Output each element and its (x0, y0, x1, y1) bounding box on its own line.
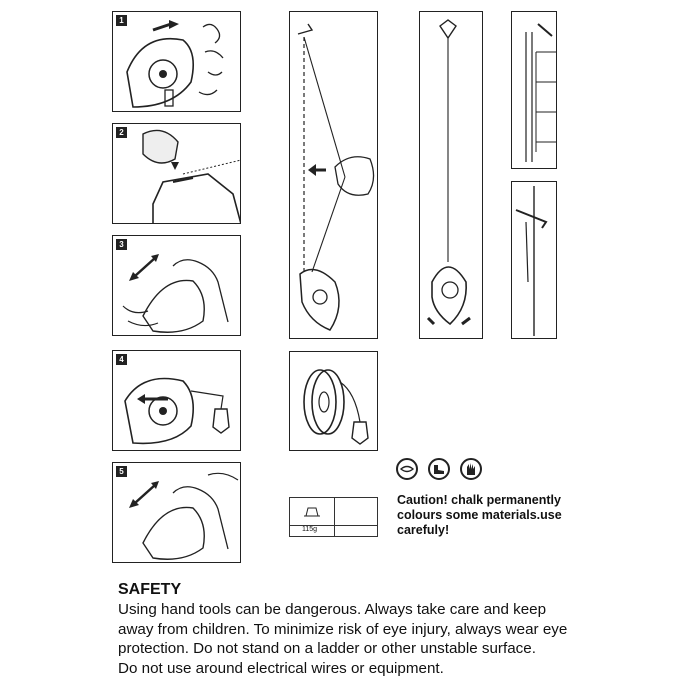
safety-boot-icon (428, 458, 450, 480)
step-2-number: 2 (116, 127, 127, 138)
chalk-line-illustration (290, 12, 378, 339)
step-5-number: 5 (116, 466, 127, 477)
step-4-panel (112, 350, 241, 451)
step-2-panel (112, 123, 241, 224)
step-5-panel (112, 462, 241, 563)
step-4-number: 4 (116, 354, 127, 365)
hook-wall-illustration (512, 12, 557, 169)
hook-detail-panel (511, 181, 557, 339)
eye-protection-icon (396, 458, 418, 480)
spool-illustration (290, 352, 378, 451)
glove-icon (460, 458, 482, 480)
step-3-panel (112, 235, 241, 336)
safety-title: SAFETY (118, 581, 182, 598)
step-1-number: 1 (116, 15, 127, 26)
safety-text (118, 600, 568, 678)
safety-icons (396, 458, 482, 480)
safety-line: protection. Do not stand on a ladder or other unstable surface. (118, 640, 536, 657)
hook-wall-panel (511, 11, 557, 169)
step-3-illustration (113, 236, 241, 336)
step-3-number: 3 (116, 239, 127, 250)
weight-icon (290, 498, 334, 525)
step-2-illustration (113, 124, 241, 224)
hook-detail-illustration (512, 182, 557, 339)
safety-line: Do not use around electrical wires or equipment. (118, 659, 444, 677)
plumb-bob-illustration (420, 12, 483, 339)
plumb-bob-panel (419, 11, 483, 339)
weight-table (289, 497, 378, 537)
step-5-illustration (113, 463, 241, 563)
weight-label: 115g (302, 526, 318, 533)
chalk-line-panel (289, 11, 378, 339)
caution-text: Caution! chalk permanently colours some materials.use carefuly! (397, 493, 562, 537)
safety-line: away from children. To minimize risk of eye injury, always wear eye (118, 620, 568, 638)
safety-line: Using hand tools can be dangerous. Always take care and keep (118, 601, 547, 618)
step-4-illustration (113, 351, 241, 451)
step-1-illustration (113, 12, 241, 112)
step-1-panel (112, 11, 241, 112)
spool-panel (289, 351, 378, 451)
